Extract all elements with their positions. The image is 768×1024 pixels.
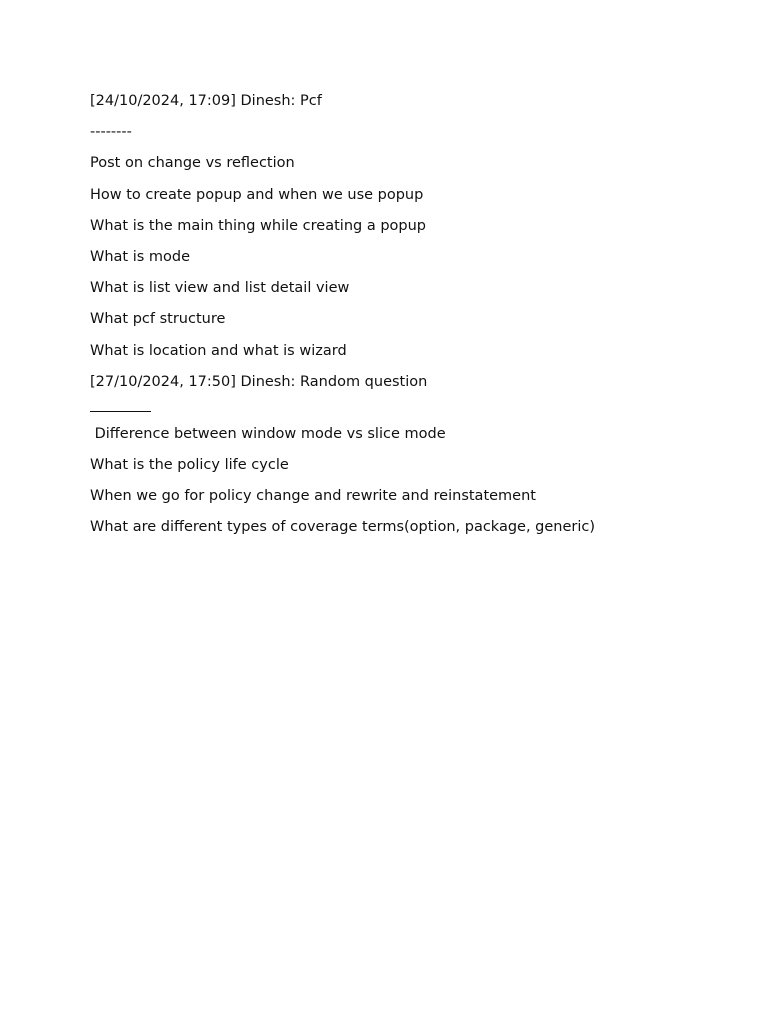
- question-line: What are different types of coverage terms(option, package, generic): [90, 519, 596, 536]
- question-line: What pcf structure: [90, 311, 226, 328]
- question-line: What is location and what is wizard: [90, 342, 347, 359]
- question-line: Difference between window mode vs slice mode: [90, 425, 446, 442]
- question-line: When we go for policy change and rewrite and reinstatement: [90, 488, 536, 505]
- question-line: What is the policy life cycle: [90, 456, 289, 473]
- question-line: Post on change vs reflection: [90, 155, 295, 172]
- dash-separator: --------: [90, 124, 132, 141]
- underline-separator: [90, 411, 151, 412]
- question-line: What is the main thing while creating a popup: [90, 217, 426, 234]
- question-line: How to create popup and when we use popup: [90, 186, 424, 203]
- chat-header-random-question: [27/10/2024, 17:50] Dinesh: Random question: [90, 373, 428, 390]
- question-line: What is mode: [90, 248, 191, 265]
- chat-header-pcf: [24/10/2024, 17:09] Dinesh: Pcf: [90, 93, 322, 109]
- question-line: What is list view and list detail view: [90, 280, 350, 297]
- document-page: [90, 91, 730, 548]
